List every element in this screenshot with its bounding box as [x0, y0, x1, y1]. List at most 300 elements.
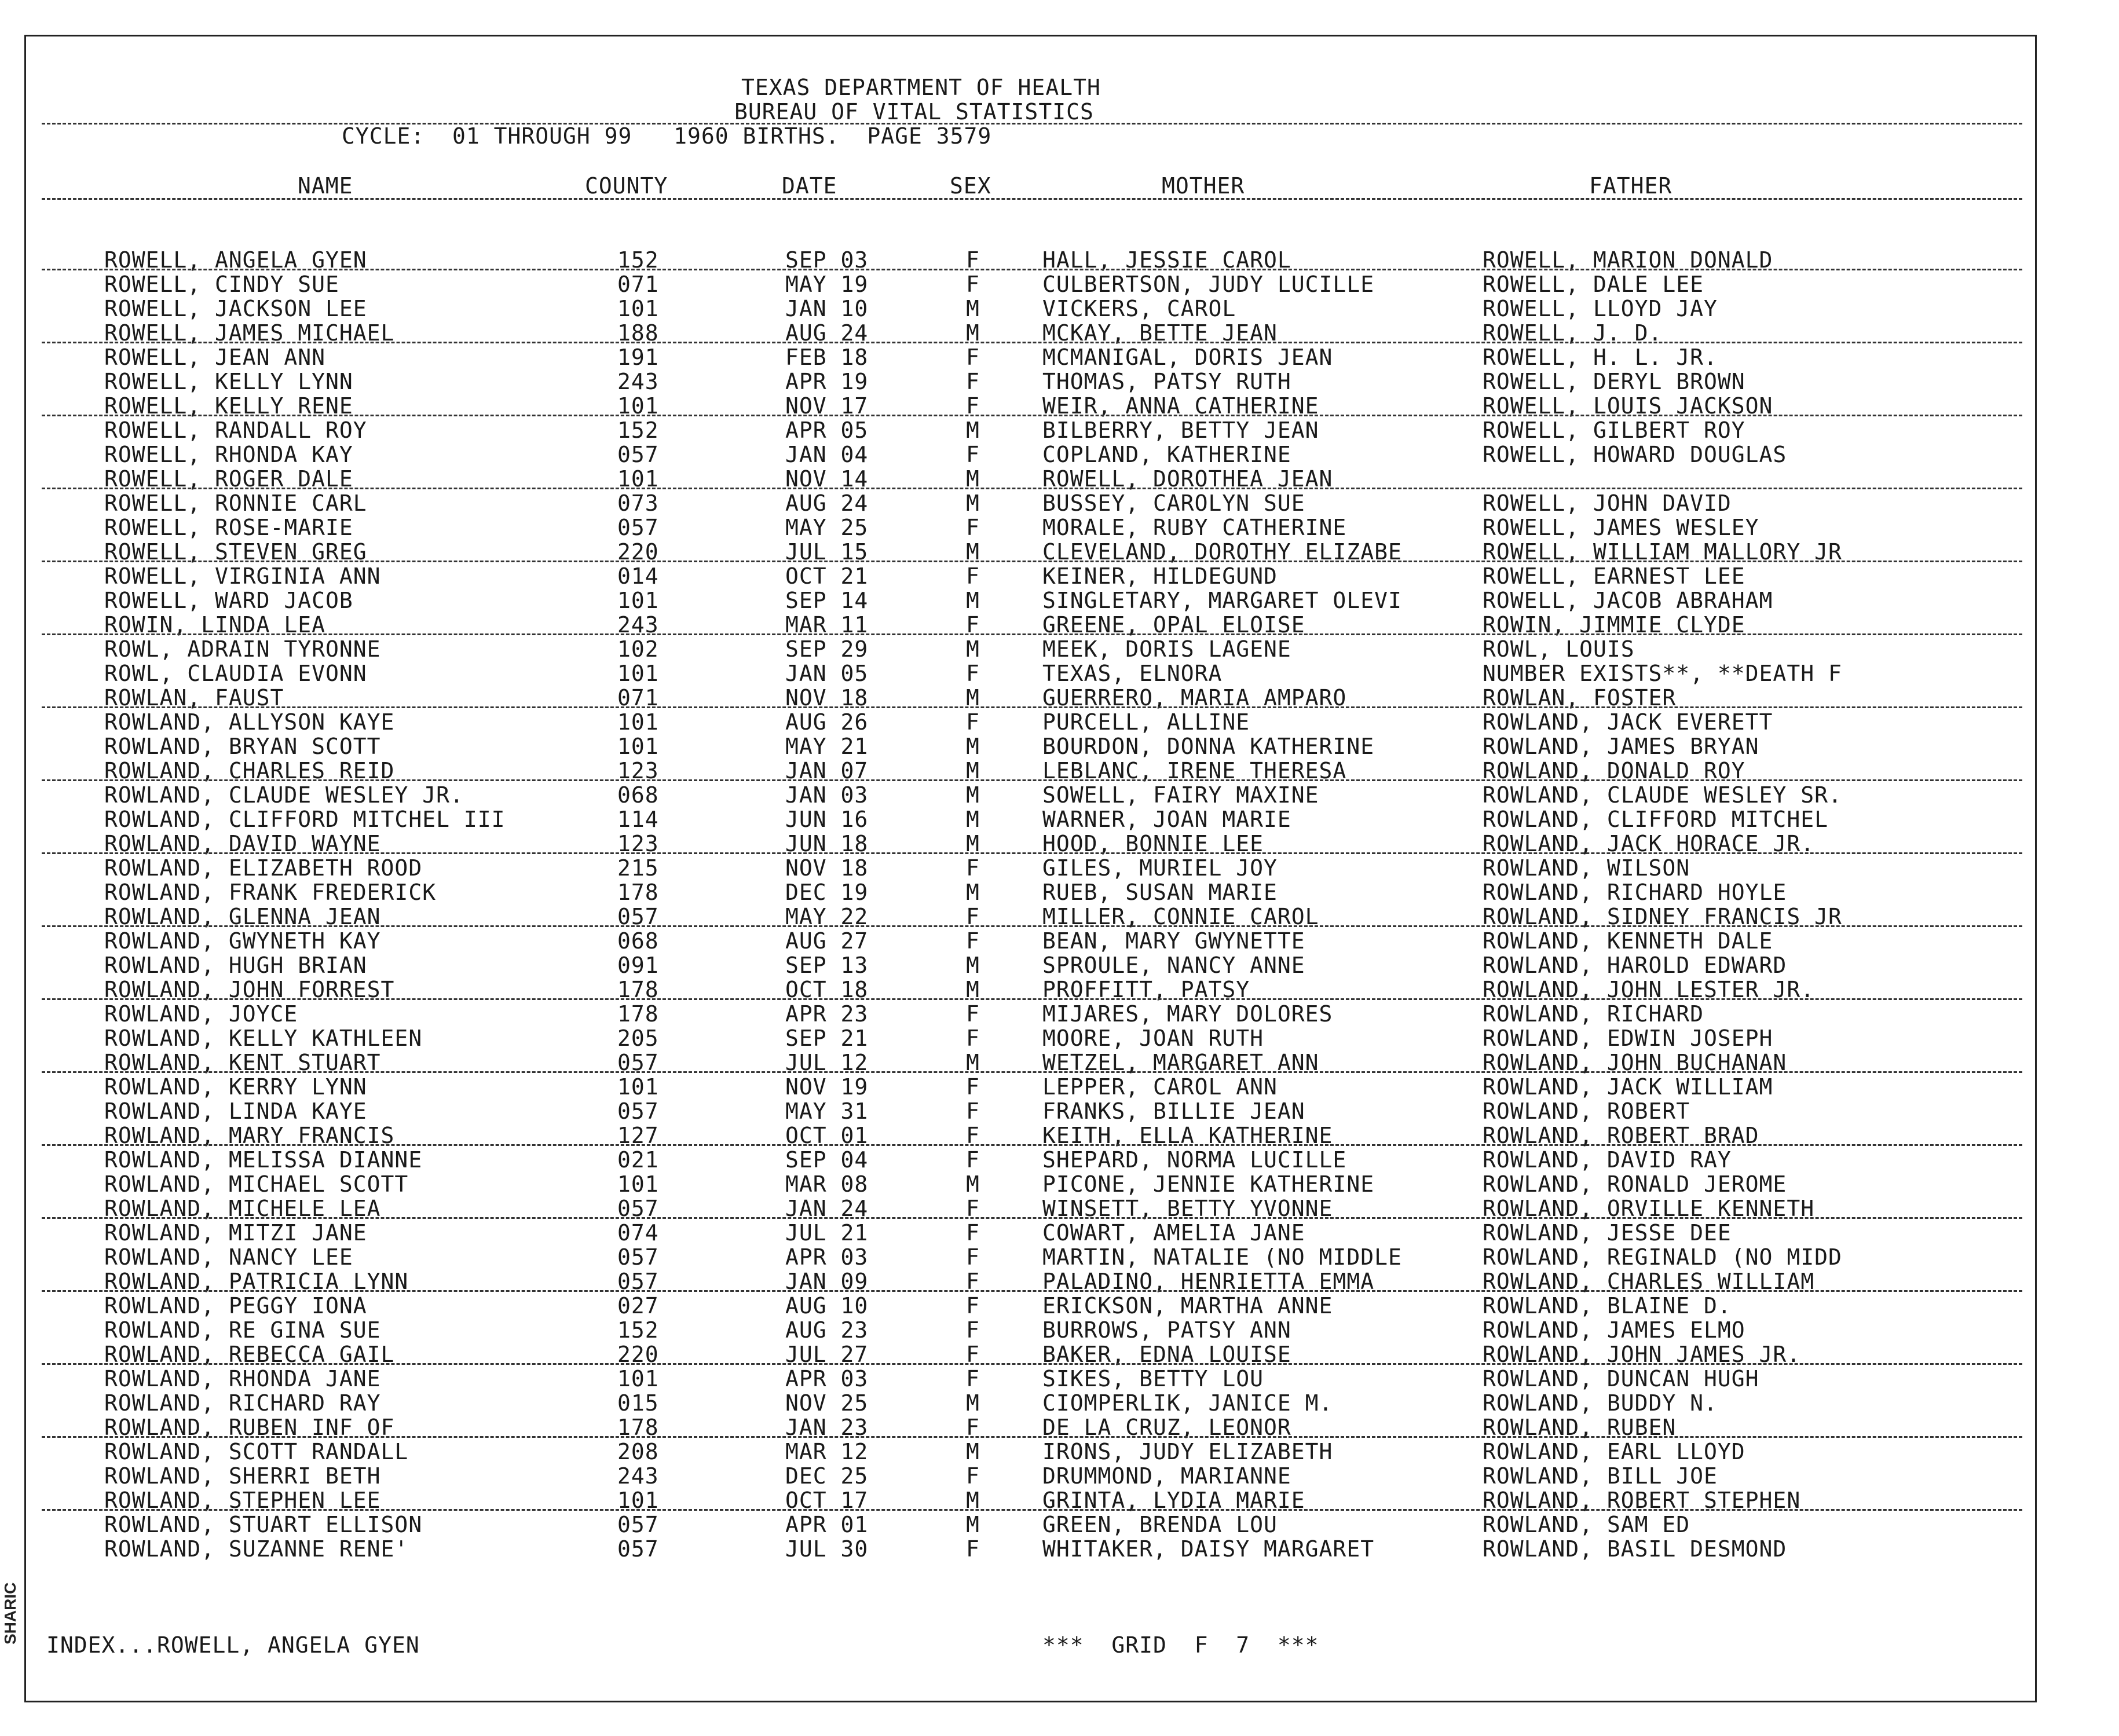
table-row: [0, 880, 2119, 904]
cell-sex: M: [966, 320, 980, 346]
table-row: [0, 807, 2119, 832]
row-separator: [42, 1144, 2022, 1146]
cell-name: ROWELL, JACKSON LEE: [104, 296, 367, 321]
cell-mother: BEAN, MARY GWYNETTE: [1042, 928, 1305, 954]
cell-county: 068: [617, 782, 659, 808]
cell-father: ROWIN, JIMMIE CLYDE: [1483, 612, 1745, 638]
cell-date: APR 03: [785, 1366, 869, 1391]
cell-mother: PICONE, JENNIE KATHERINE: [1042, 1171, 1375, 1197]
table-row: [0, 345, 2119, 369]
cell-father: ROWLAND, DAVID RAY: [1483, 1147, 1732, 1173]
cell-mother: KEINER, HILDEGUND: [1042, 563, 1278, 589]
cell-date: AUG 24: [785, 490, 869, 516]
cell-date: OCT 01: [785, 1123, 869, 1148]
cell-sex: M: [966, 1488, 980, 1513]
cell-mother: KEITH, ELLA KATHERINE: [1042, 1123, 1333, 1148]
cell-date: JAN 04: [785, 442, 869, 467]
cell-name: ROWLAND, MARY FRANCIS: [104, 1123, 395, 1148]
cell-mother: DE LA CRUZ, LEONOR: [1042, 1415, 1291, 1440]
cell-sex: M: [966, 636, 980, 662]
cell-county: 243: [617, 1463, 659, 1489]
cell-mother: GREEN, BRENDA LOU: [1042, 1512, 1278, 1537]
cell-father: ROWELL, HOWARD DOUGLAS: [1483, 442, 1787, 467]
cell-mother: MIJARES, MARY DOLORES: [1042, 1001, 1333, 1027]
cell-date: MAY 22: [785, 904, 869, 929]
cell-father: ROWLAND, BILL JOE: [1483, 1463, 1718, 1489]
cell-name: ROWLAND, GWYNETH KAY: [104, 928, 381, 954]
table-row: [0, 442, 2119, 467]
cell-father: ROWLAND, EARL LLOYD: [1483, 1439, 1745, 1464]
cell-date: NOV 25: [785, 1390, 869, 1416]
cell-sex: M: [966, 417, 980, 443]
cell-sex: M: [966, 490, 980, 516]
cell-sex: F: [966, 247, 980, 273]
row-separator: [42, 1217, 2022, 1219]
cell-sex: F: [966, 1342, 980, 1367]
cell-sex: M: [966, 807, 980, 832]
cell-mother: MOORE, JOAN RUTH: [1042, 1026, 1264, 1051]
cell-date: MAY 21: [785, 734, 869, 759]
cell-date: NOV 18: [785, 855, 869, 881]
cell-date: AUG 10: [785, 1293, 869, 1319]
cell-father: ROWELL, H. L. JR.: [1483, 345, 1718, 370]
cell-name: ROWLAND, LINDA KAYE: [104, 1098, 367, 1124]
cell-county: 101: [617, 709, 659, 735]
cell-county: 027: [617, 1293, 659, 1319]
table-row: [0, 1391, 2119, 1415]
cell-sex: M: [966, 1439, 980, 1464]
table-row: [0, 1002, 2119, 1026]
cell-county: 068: [617, 928, 659, 954]
cell-mother: WHITAKER, DAISY MARGARET: [1042, 1536, 1375, 1562]
cell-father: ROWLAND, JACK EVERETT: [1483, 709, 1773, 735]
cell-sex: M: [966, 953, 980, 978]
cell-mother: LEPPER, CAROL ANN: [1042, 1074, 1278, 1100]
cell-mother: PURCELL, ALLINE: [1042, 709, 1250, 735]
cell-sex: F: [966, 1317, 980, 1343]
cell-county: 071: [617, 272, 659, 297]
cell-father: ROWLAND, ROBERT BRAD: [1483, 1123, 1759, 1148]
cell-sex: F: [966, 442, 980, 467]
cell-mother: PROFFITT, PATSY: [1042, 977, 1250, 1002]
cell-county: 091: [617, 953, 659, 978]
cell-father: ROWLAND, JOHN LESTER JR.: [1483, 977, 1815, 1002]
cell-sex: F: [966, 345, 980, 370]
cell-name: ROWLAND, CHARLES REID: [104, 758, 395, 783]
cell-date: NOV 18: [785, 685, 869, 710]
cell-name: ROWELL, JEAN ANN: [104, 345, 326, 370]
cell-date: JUL 21: [785, 1220, 869, 1246]
row-separator: [42, 852, 2022, 854]
cell-date: NOV 17: [785, 393, 869, 419]
cell-sex: F: [966, 1147, 980, 1173]
cell-name: ROWLAND, ELIZABETH ROOD: [104, 855, 423, 881]
cell-name: ROWLAND, RHONDA JANE: [104, 1366, 381, 1391]
cell-father: ROWLAND, DONALD ROY: [1483, 758, 1745, 783]
cell-sex: F: [966, 1269, 980, 1294]
cell-county: 178: [617, 1415, 659, 1440]
table-row: [0, 1294, 2119, 1318]
cell-name: ROWLAND, GLENNA JEAN: [104, 904, 381, 929]
cell-date: MAY 19: [785, 272, 869, 297]
cell-father: ROWELL, JAMES WESLEY: [1483, 515, 1759, 540]
cell-date: JAN 10: [785, 296, 869, 321]
cell-sex: F: [966, 369, 980, 394]
cell-name: ROWELL, STEVEN GREG: [104, 539, 367, 565]
cell-father: ROWELL, GILBERT ROY: [1483, 417, 1745, 443]
cell-date: SEP 21: [785, 1026, 869, 1051]
cell-sex: F: [966, 1196, 980, 1221]
cell-county: 057: [617, 1536, 659, 1562]
cell-date: JUL 12: [785, 1050, 869, 1075]
cell-sex: F: [966, 393, 980, 419]
cell-county: 057: [617, 442, 659, 467]
cell-mother: RUEB, SUSAN MARIE: [1042, 880, 1278, 905]
cell-name: ROWLAND, BRYAN SCOTT: [104, 734, 381, 759]
cell-mother: MEEK, DORIS LAGENE: [1042, 636, 1291, 662]
table-row: [0, 1221, 2119, 1245]
cell-mother: WETZEL, MARGARET ANN: [1042, 1050, 1319, 1075]
table-row: [0, 710, 2119, 734]
cell-name: ROWELL, KELLY LYNN: [104, 369, 353, 394]
cell-mother: WINSETT, BETTY YVONNE: [1042, 1196, 1333, 1221]
cell-father: ROWLAND, WILSON: [1483, 855, 1690, 881]
cell-county: 101: [617, 1171, 659, 1197]
cell-county: 014: [617, 563, 659, 589]
row-separator: [42, 1071, 2022, 1073]
cell-mother: HOOD, BONNIE LEE: [1042, 831, 1264, 856]
cell-name: ROWLAND, PATRICIA LYNN: [104, 1269, 409, 1294]
cell-name: ROWELL, CINDY SUE: [104, 272, 339, 297]
cell-date: JAN 05: [785, 661, 869, 686]
table-row: [0, 929, 2119, 953]
cell-date: JAN 23: [785, 1415, 869, 1440]
cell-mother: MILLER, CONNIE CAROL: [1042, 904, 1319, 929]
cell-father: ROWLAND, HAROLD EDWARD: [1483, 953, 1787, 978]
cell-date: JUL 30: [785, 1536, 869, 1562]
cell-date: APR 03: [785, 1244, 869, 1270]
cell-date: JUN 16: [785, 807, 869, 832]
cell-date: JAN 07: [785, 758, 869, 783]
cell-sex: M: [966, 734, 980, 759]
cell-mother: CLEVELAND, DOROTHY ELIZABE: [1042, 539, 1402, 565]
cell-mother: SINGLETARY, MARGARET OLEVI: [1042, 588, 1402, 613]
cell-father: ROWLAND, RUBEN: [1483, 1415, 1677, 1440]
cell-mother: BILBERRY, BETTY JEAN: [1042, 417, 1319, 443]
cell-name: ROWELL, RANDALL ROY: [104, 417, 367, 443]
cell-name: ROWLAND, SCOTT RANDALL: [104, 1439, 409, 1464]
cell-mother: FRANKS, BILLIE JEAN: [1042, 1098, 1305, 1124]
cell-sex: F: [966, 1244, 980, 1270]
cell-father: ROWELL, LLOYD JAY: [1483, 296, 1718, 321]
cell-father: ROWLAND, KENNETH DALE: [1483, 928, 1773, 954]
table-row: [0, 1026, 2119, 1050]
table-row: [0, 296, 2119, 321]
cell-name: ROWLAND, REBECCA GAIL: [104, 1342, 395, 1367]
cell-father: ROWLAND, JESSE DEE: [1483, 1220, 1732, 1246]
cell-county: 071: [617, 685, 659, 710]
cell-date: AUG 23: [785, 1317, 869, 1343]
cell-mother: GILES, MURIEL JOY: [1042, 855, 1278, 881]
cell-name: ROWLAND, KERRY LYNN: [104, 1074, 367, 1100]
table-row: [0, 1075, 2119, 1099]
agency-title: TEXAS DEPARTMENT OF HEALTH: [741, 75, 1101, 100]
table-row: [0, 1512, 2119, 1537]
cell-father: ROWELL, JACOB ABRAHAM: [1483, 588, 1773, 613]
cell-date: APR 19: [785, 369, 869, 394]
cell-name: ROWELL, RHONDA KAY: [104, 442, 353, 467]
cell-date: APR 01: [785, 1512, 869, 1537]
cell-date: NOV 14: [785, 466, 869, 492]
cell-sex: F: [966, 904, 980, 929]
column-header-date: DATE: [782, 173, 837, 199]
cell-sex: F: [966, 1123, 980, 1148]
cell-sex: M: [966, 466, 980, 492]
cell-name: ROWLAND, RICHARD RAY: [104, 1390, 381, 1416]
cell-sex: F: [966, 1026, 980, 1051]
cell-mother: BUSSEY, CAROLYN SUE: [1042, 490, 1305, 516]
cell-county: 123: [617, 831, 659, 856]
cell-name: ROWLAND, JOYCE: [104, 1001, 298, 1027]
cell-mother: SIKES, BETTY LOU: [1042, 1366, 1264, 1391]
cell-name: ROWLAND, KELLY KATHLEEN: [104, 1026, 423, 1051]
row-separator: [42, 1290, 2022, 1292]
cell-date: SEP 14: [785, 588, 869, 613]
cell-date: APR 05: [785, 417, 869, 443]
table-row: [0, 1148, 2119, 1172]
cell-name: ROWLAND, FRANK FREDERICK: [104, 880, 437, 905]
cell-father: ROWLAND, JAMES BRYAN: [1483, 734, 1759, 759]
cell-county: 073: [617, 490, 659, 516]
cell-date: DEC 19: [785, 880, 869, 905]
cell-mother: CULBERTSON, JUDY LUCILLE: [1042, 272, 1375, 297]
cell-sex: M: [966, 1050, 980, 1075]
row-separator: [42, 488, 2022, 489]
cell-county: 127: [617, 1123, 659, 1148]
cell-sex: F: [966, 612, 980, 638]
row-separator: [42, 1509, 2022, 1511]
cell-county: 057: [617, 515, 659, 540]
cell-father: ROWLAND, BASIL DESMOND: [1483, 1536, 1787, 1562]
index-footer: INDEX...ROWELL, ANGELA GYEN: [46, 1632, 420, 1658]
cell-mother: MCMANIGAL, DORIS JEAN: [1042, 345, 1333, 370]
cell-mother: BAKER, EDNA LOUISE: [1042, 1342, 1291, 1367]
cell-mother: BURROWS, PATSY ANN: [1042, 1317, 1291, 1343]
cell-name: ROWLAND, STUART ELLISON: [104, 1512, 423, 1537]
column-header-sex: SEX: [950, 173, 991, 199]
cell-name: ROWLAND, PEGGY IONA: [104, 1293, 367, 1319]
row-separator: [42, 342, 2022, 343]
cell-sex: M: [966, 685, 980, 710]
column-header-father: FATHER: [1589, 173, 1672, 199]
cell-mother: IRONS, JUDY ELIZABETH: [1042, 1439, 1333, 1464]
cell-father: ROWLAN, FOSTER: [1483, 685, 1677, 710]
cell-sex: F: [966, 1366, 980, 1391]
cell-sex: F: [966, 1293, 980, 1319]
cell-date: NOV 19: [785, 1074, 869, 1100]
cell-mother: THOMAS, PATSY RUTH: [1042, 369, 1291, 394]
cell-county: 074: [617, 1220, 659, 1246]
row-separator: [42, 779, 2022, 781]
cell-county: 057: [617, 1512, 659, 1537]
cell-date: JAN 03: [785, 782, 869, 808]
cell-sex: F: [966, 855, 980, 881]
table-row: [0, 783, 2119, 807]
cell-county: 178: [617, 977, 659, 1002]
cell-date: JUN 18: [785, 831, 869, 856]
cell-county: 057: [617, 904, 659, 929]
cell-date: MAY 25: [785, 515, 869, 540]
cell-father: ROWLAND, ROBERT: [1483, 1098, 1690, 1124]
side-print: SHARIC: [1, 1582, 19, 1645]
cell-name: ROWELL, VIRGINIA ANN: [104, 563, 381, 589]
cell-county: 102: [617, 636, 659, 662]
cell-county: 101: [617, 296, 659, 321]
cell-county: 178: [617, 1001, 659, 1027]
cell-name: ROWELL, WARD JACOB: [104, 588, 353, 613]
cell-date: SEP 13: [785, 953, 869, 978]
cell-date: AUG 27: [785, 928, 869, 954]
cell-date: DEC 25: [785, 1463, 869, 1489]
cell-name: ROWLAND, CLIFFORD MITCHEL III: [104, 807, 506, 832]
column-header-name: NAME: [298, 173, 353, 199]
table-row: [0, 272, 2119, 296]
table-row: [0, 515, 2119, 540]
table-row: [0, 1464, 2119, 1488]
cell-sex: M: [966, 758, 980, 783]
cell-father: ROWLAND, EDWIN JOSEPH: [1483, 1026, 1773, 1051]
cell-county: 101: [617, 661, 659, 686]
cell-county: 152: [617, 247, 659, 273]
cell-date: FEB 18: [785, 345, 869, 370]
cell-county: 101: [617, 393, 659, 419]
grid-footer: *** GRID F 7 ***: [1042, 1632, 1319, 1658]
column-header-rule: [42, 198, 2022, 200]
cell-sex: F: [966, 928, 980, 954]
table-row: [0, 369, 2119, 394]
cell-sex: M: [966, 1390, 980, 1416]
cell-name: ROWLAND, KENT STUART: [104, 1050, 381, 1075]
cell-father: ROWLAND, BLAINE D.: [1483, 1293, 1732, 1319]
cell-county: 152: [617, 417, 659, 443]
cell-name: ROWLAN, FAUST: [104, 685, 284, 710]
cell-father: ROWELL, MARION DONALD: [1483, 247, 1773, 273]
cell-county: 101: [617, 466, 659, 492]
cell-father: ROWLAND, JOHN BUCHANAN: [1483, 1050, 1787, 1075]
cell-name: ROWELL, ROSE-MARIE: [104, 515, 353, 540]
cell-date: JUL 27: [785, 1342, 869, 1367]
cell-mother: PALADINO, HENRIETTA EMMA: [1042, 1269, 1375, 1294]
cell-county: 114: [617, 807, 659, 832]
cell-father: ROWLAND, CLIFFORD MITCHEL: [1483, 807, 1828, 832]
cell-name: ROWELL, RONNIE CARL: [104, 490, 367, 516]
cell-mother: SOWELL, FAIRY MAXINE: [1042, 782, 1319, 808]
cell-father: ROWLAND, JACK HORACE JR.: [1483, 831, 1815, 856]
cell-mother: GRINTA, LYDIA MARIE: [1042, 1488, 1305, 1513]
table-row: [0, 1367, 2119, 1391]
table-row: [0, 1245, 2119, 1269]
cell-county: 243: [617, 612, 659, 638]
row-separator: [42, 706, 2022, 708]
cell-sex: F: [966, 1536, 980, 1562]
cell-father: ROWELL, EARNEST LEE: [1483, 563, 1745, 589]
cell-county: 057: [617, 1098, 659, 1124]
row-separator: [42, 1363, 2022, 1365]
table-row: [0, 564, 2119, 588]
cell-sex: M: [966, 296, 980, 321]
cell-date: OCT 17: [785, 1488, 869, 1513]
cell-mother: GREENE, OPAL ELOISE: [1042, 612, 1305, 638]
cell-sex: F: [966, 1415, 980, 1440]
cell-father: ROWLAND, JAMES ELMO: [1483, 1317, 1745, 1343]
cell-mother: COPLAND, KATHERINE: [1042, 442, 1291, 467]
cell-name: ROWL, ADRAIN TYRONNE: [104, 636, 381, 662]
table-row: [0, 491, 2119, 515]
cell-date: JAN 24: [785, 1196, 869, 1221]
cell-sex: F: [966, 515, 980, 540]
cell-name: ROWLAND, SUZANNE RENE': [104, 1536, 409, 1562]
column-header-county: COUNTY: [585, 173, 668, 199]
cell-sex: F: [966, 661, 980, 686]
table-row: [0, 856, 2119, 880]
cell-father: ROWLAND, CLAUDE WESLEY SR.: [1483, 782, 1842, 808]
cell-sex: F: [966, 272, 980, 297]
cell-mother: BOURDON, DONNA KATHERINE: [1042, 734, 1375, 759]
cell-father: ROWLAND, RICHARD: [1483, 1001, 1704, 1027]
cell-name: ROWLAND, MELISSA DIANNE: [104, 1147, 423, 1173]
cell-county: 057: [617, 1050, 659, 1075]
cell-mother: CIOMPERLIK, JANICE M.: [1042, 1390, 1333, 1416]
cell-county: 208: [617, 1439, 659, 1464]
cell-father: ROWLAND, JACK WILLIAM: [1483, 1074, 1773, 1100]
cell-mother: GUERRERO, MARIA AMPARO: [1042, 685, 1347, 710]
cell-father: ROWLAND, REGINALD (NO MIDD: [1483, 1244, 1842, 1270]
cell-county: 021: [617, 1147, 659, 1173]
cell-county: 188: [617, 320, 659, 346]
cell-date: MAY 31: [785, 1098, 869, 1124]
cell-sex: M: [966, 1512, 980, 1537]
cell-name: ROWELL, JAMES MICHAEL: [104, 320, 395, 346]
cell-county: 123: [617, 758, 659, 783]
cell-sex: M: [966, 588, 980, 613]
cell-sex: M: [966, 831, 980, 856]
cell-father: ROWLAND, CHARLES WILLIAM: [1483, 1269, 1815, 1294]
cell-county: 220: [617, 539, 659, 565]
cell-county: 015: [617, 1390, 659, 1416]
cell-date: MAR 08: [785, 1171, 869, 1197]
header-rule: [42, 123, 2022, 124]
cell-father: ROWLAND, BUDDY N.: [1483, 1390, 1718, 1416]
cell-county: 191: [617, 345, 659, 370]
cell-date: JAN 09: [785, 1269, 869, 1294]
table-row: [0, 1099, 2119, 1123]
cell-county: 101: [617, 1488, 659, 1513]
cell-county: 152: [617, 1317, 659, 1343]
cycle-line: CYCLE: 01 THROUGH 99 1960 BIRTHS. PAGE 3579: [342, 123, 992, 149]
row-separator: [42, 1436, 2022, 1438]
cell-date: JUL 15: [785, 539, 869, 565]
cell-mother: SPROULE, NANCY ANNE: [1042, 953, 1305, 978]
cell-name: ROWELL, ANGELA GYEN: [104, 247, 367, 273]
row-separator: [42, 633, 2022, 635]
cell-county: 243: [617, 369, 659, 394]
cell-sex: M: [966, 539, 980, 565]
cell-name: ROWLAND, NANCY LEE: [104, 1244, 353, 1270]
cell-sex: M: [966, 1171, 980, 1197]
cell-father: ROWLAND, DUNCAN HUGH: [1483, 1366, 1759, 1391]
cell-father: ROWLAND, JOHN JAMES JR.: [1483, 1342, 1801, 1367]
cell-mother: ERICKSON, MARTHA ANNE: [1042, 1293, 1333, 1319]
